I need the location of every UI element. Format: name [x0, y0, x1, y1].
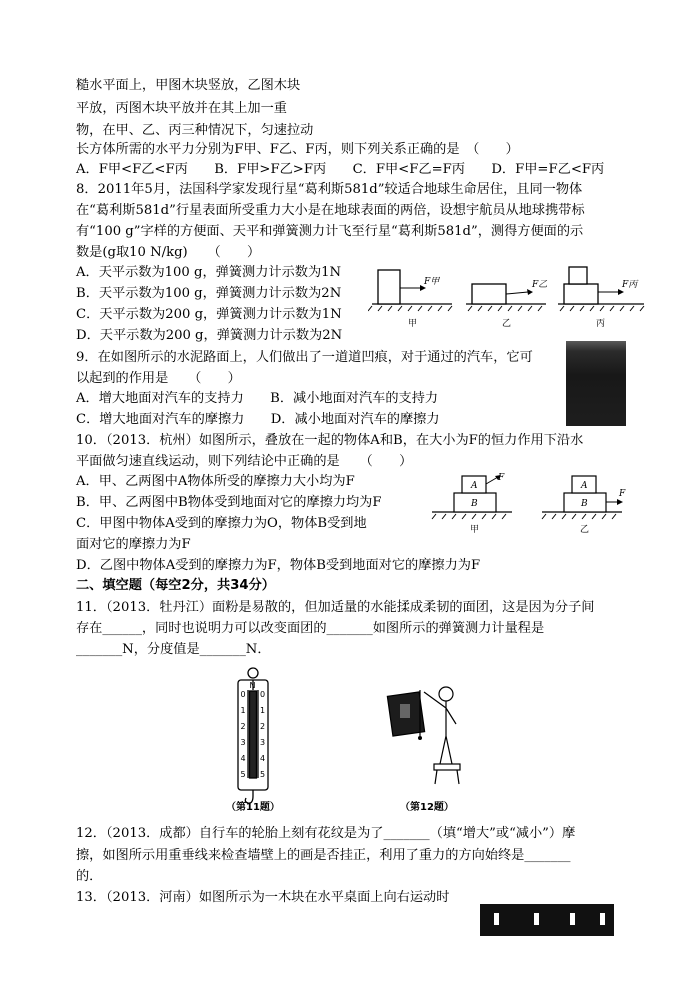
person-body [424, 692, 456, 764]
text-line: A．F甲<F乙<F丙 B．F甲>F乙>F丙 C．F甲<F乙=F丙 D．F甲=F乙<F丙 [76, 162, 605, 177]
caption-fig11: （第11题） [226, 802, 280, 813]
text-line: _______N，分度值是_______N． [76, 642, 271, 657]
caption-fig12: （第12题） [400, 802, 454, 813]
force-label-a: F [498, 473, 505, 483]
plumb-line-figure [380, 676, 470, 792]
block-bing [564, 284, 598, 304]
option-line: D．天平示数为200 g，弹簧测力计示数为2N [76, 328, 343, 343]
text-line: 有“100 g”字样的方便面、天平和弹簧测力计飞至行星“葛利斯581d”，测得方便面的示 [76, 224, 584, 239]
text-line: 12．（2013．成都）自行车的轮胎上刻有花纹是为了_______（填“增大”或“减小”）摩 [76, 826, 576, 841]
text-line: 糙水平面上，甲图木块竖放，乙图木块 [76, 78, 301, 93]
option-line: A．增大地面对汽车的支持力 B．减小地面对汽车的支持力 [76, 391, 439, 406]
stool [434, 764, 460, 770]
text-line: 以起到的作用是 （ ） [76, 371, 241, 386]
block-yi [472, 284, 506, 304]
text-line: 平面做匀速直线运动，则下列结论中正确的是 （ ） [76, 454, 413, 469]
person-head [439, 687, 453, 701]
block-jia [378, 270, 400, 304]
strip-mark [600, 913, 605, 925]
road-grooves-photo [566, 341, 626, 426]
text-line: 11．（2013．牡丹江）面粉是易散的，但加适量的水能揉成柔韧的面团，这是因为分子间 [76, 600, 595, 615]
section-heading: 二、填空题（每空2分，共34分） [76, 578, 275, 593]
force-label-bing: F丙 [622, 280, 638, 290]
svg-text:4: 4 [260, 754, 266, 763]
force-label-jia: F甲 [424, 277, 440, 287]
label-b-jia: B [471, 499, 478, 509]
text-line: 平放，丙图木块平放并在其上加一重 [76, 101, 287, 116]
force-arrow-yi [506, 292, 528, 294]
option-line: B．天平示数为100 g，弹簧测力计示数为2N [76, 286, 342, 301]
force-label-b: F [619, 489, 626, 499]
label-a-yi: A [581, 481, 588, 491]
svg-text:2: 2 [240, 722, 246, 731]
text-line: 8．2011年5月，法国科学家发现行星“葛利斯581d”较适合地球生命居住，且同一物体 [76, 182, 583, 197]
svg-text:3: 3 [240, 738, 246, 747]
strip-mark [534, 913, 539, 925]
stacked-blocks-figure [428, 470, 628, 536]
text-line: 物，在甲、乙、丙三种情况下，匀速拉动 [76, 123, 314, 138]
label-a-jia: A [471, 481, 478, 491]
svg-text:5: 5 [240, 770, 246, 779]
text-line: 9．在如图所示的水泥路面上，人们做出了一道道凹痕，对于通过的汽车，它可 [76, 350, 533, 365]
label-yi: 乙 [580, 525, 590, 535]
svg-text:0: 0 [240, 690, 246, 699]
option-line: B．甲、乙两图中B物体受到地面对它的摩擦力均为F [76, 495, 382, 510]
option-line: A．甲、乙两图中A物体所受的摩擦力大小均为F [76, 474, 355, 489]
svg-text:1: 1 [260, 706, 266, 715]
option-line: D．乙图中物体A受到的摩擦力为F，物体B受到地面对它的摩擦力为F [76, 558, 481, 573]
label-jia: 甲 [408, 319, 418, 329]
option-line: C．增大地面对汽车的摩擦力 D．减小地面对汽车的摩擦力 [76, 412, 440, 427]
text-line: 在“葛利斯581d”行星表面所受重力大小是在地球表面的两倍，设想宇航员从地球携带标 [76, 203, 585, 218]
motion-strip-figure [480, 904, 614, 936]
svg-text:3: 3 [260, 738, 266, 747]
label-b-yi: B [581, 499, 588, 509]
svg-text:2: 2 [260, 722, 266, 731]
text-line: 10．（2013．杭州）如图所示，叠放在一起的物体A和B，在大小为F的恒力作用下沿水 [76, 433, 584, 448]
spring-scale-figure [230, 666, 276, 808]
force-label-yi: F乙 [532, 280, 548, 290]
strip-mark [494, 913, 499, 925]
svg-text:4: 4 [240, 754, 246, 763]
text-line: 的． [76, 869, 103, 884]
svg-text:5: 5 [260, 770, 266, 779]
svg-text:1: 1 [240, 706, 246, 715]
text-line: 数是(g取10 N/kg) （ ） [76, 245, 261, 260]
text-line: 13．（2013．河南）如图所示为一木块在水平桌面上向右运动时 [76, 890, 450, 905]
label-bing: 丙 [596, 319, 606, 329]
scale-ring [248, 668, 258, 678]
text-line: 擦，如图所示用重垂线来检查墙壁上的画是否挂正，利用了重力的方向始终是_______ [76, 848, 571, 863]
option-line: C．天平示数为200 g，弹簧测力计示数为1N [76, 307, 342, 322]
option-line: C．甲图中物体A受到的摩擦力为O，物体B受到地 [76, 516, 367, 531]
weight-block [569, 267, 587, 284]
strip-mark [570, 913, 575, 925]
text-line: 长方体所需的水平力分别为F甲、F乙、F丙，则下列关系正确的是 （ ） [76, 142, 519, 157]
text-line: 存在______，同时也说明力可以改变面团的_______如图所示的弹簧测力计量程是 [76, 621, 545, 636]
option-line: A．天平示数为100 g，弹簧测力计示数为1N [76, 265, 342, 280]
scale-unit: N [249, 681, 256, 690]
scale-spring-window [250, 691, 257, 778]
label-yi: 乙 [502, 319, 512, 329]
friction-blocks-figure [368, 262, 668, 330]
svg-text:0: 0 [260, 690, 266, 699]
force-arrow-a [486, 477, 498, 484]
label-jia: 甲 [470, 525, 480, 535]
option-line: 面对它的摩擦力为F [76, 537, 191, 552]
